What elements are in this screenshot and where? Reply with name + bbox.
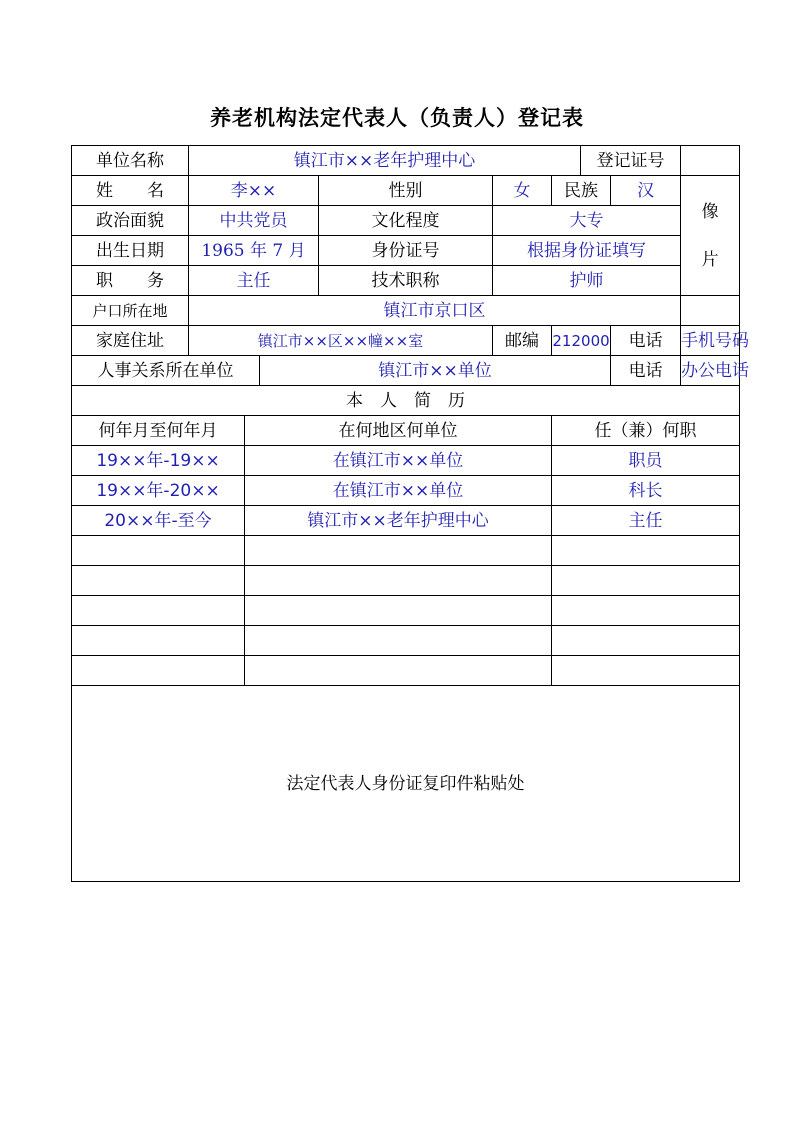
resume-job-cell[interactable] xyxy=(552,596,740,626)
resume-job-cell[interactable] xyxy=(552,656,740,686)
value-reg-no[interactable] xyxy=(681,146,740,176)
resume-row xyxy=(72,476,740,506)
label-id-no: 身份证号 xyxy=(319,236,493,266)
value-ethnicity[interactable]: 汉 xyxy=(611,176,681,206)
label-hr-unit: 人事关系所在单位 xyxy=(72,356,260,386)
label-birth: 出生日期 xyxy=(72,236,189,266)
value-gender[interactable]: 女 xyxy=(493,176,552,206)
resume-row xyxy=(72,626,740,656)
label-ethnicity: 民族 xyxy=(552,176,611,206)
label-name: 姓 名 xyxy=(72,176,189,206)
value-title-tech[interactable]: 护师 xyxy=(493,266,681,296)
resume-job-cell[interactable] xyxy=(552,536,740,566)
value-phone2[interactable]: 办公电话 xyxy=(681,356,740,386)
resume-row xyxy=(72,506,740,536)
label-hukou: 户口所在地 xyxy=(72,296,189,326)
resume-place-cell[interactable] xyxy=(245,536,552,566)
resume-period-cell[interactable] xyxy=(72,626,245,656)
resume-list xyxy=(72,446,740,686)
resume-place-cell[interactable]: 在镇江市××单位 xyxy=(245,476,552,506)
registration-form-table xyxy=(71,145,750,882)
value-hr-unit[interactable]: 镇江市××单位 xyxy=(260,356,611,386)
resume-job-cell[interactable] xyxy=(552,566,740,596)
col-place-header: 在何地区何单位 xyxy=(245,416,552,446)
id-copy-paste-area[interactable]: 法定代表人身份证复印件粘贴处 xyxy=(72,686,740,882)
form-title: 养老机构法定代表人（负责人）登记表 xyxy=(210,105,584,130)
resume-row xyxy=(72,596,740,626)
resume-place-cell[interactable]: 在镇江市××单位 xyxy=(245,446,552,476)
resume-place-cell[interactable]: 镇江市××老年护理中心 xyxy=(245,506,552,536)
resume-place-cell[interactable] xyxy=(245,596,552,626)
resume-row xyxy=(72,566,740,596)
value-id-no[interactable]: 根据身份证填写 xyxy=(493,236,681,266)
resume-row xyxy=(72,446,740,476)
resume-job-cell[interactable]: 主任 xyxy=(552,506,740,536)
value-education[interactable]: 大专 xyxy=(493,206,681,236)
value-name[interactable]: 李×× xyxy=(189,176,319,206)
photo-bottom-blank xyxy=(681,296,740,326)
value-birth[interactable]: 1965 年 7 月 xyxy=(189,236,319,266)
label-gender: 性别 xyxy=(319,176,493,206)
resume-period-cell[interactable]: 19××年-19×× xyxy=(72,446,245,476)
label-title-tech: 技术职称 xyxy=(319,266,493,296)
resume-period-cell[interactable] xyxy=(72,596,245,626)
label-phone: 电话 xyxy=(611,326,681,356)
resume-place-cell[interactable] xyxy=(245,626,552,656)
label-unit-name: 单位名称 xyxy=(72,146,189,176)
col-job-header: 任（兼）何职 xyxy=(552,416,740,446)
resume-period-cell[interactable] xyxy=(72,656,245,686)
label-phone2: 电话 xyxy=(611,356,681,386)
label-political: 政治面貌 xyxy=(72,206,189,236)
resume-period-cell[interactable]: 20××年-至今 xyxy=(72,506,245,536)
value-hukou[interactable]: 镇江市京口区 xyxy=(189,296,681,326)
photo-label-2: 片 xyxy=(701,249,719,270)
resume-period-cell[interactable]: 19××年-20×× xyxy=(72,476,245,506)
label-education: 文化程度 xyxy=(319,206,493,236)
resume-row xyxy=(72,656,740,686)
col-period-header: 何年月至何年月 xyxy=(72,416,245,446)
resume-header: 本 人 简 历 xyxy=(72,386,740,416)
label-reg-no: 登记证号 xyxy=(581,146,681,176)
label-position: 职 务 xyxy=(72,266,189,296)
value-postcode[interactable]: 212000 xyxy=(552,326,611,356)
value-phone[interactable]: 手机号码 xyxy=(681,326,740,356)
value-address[interactable]: 镇江市××区××幢××室 xyxy=(189,326,493,356)
resume-place-cell[interactable] xyxy=(245,656,552,686)
photo-area[interactable] xyxy=(681,176,740,296)
resume-place-cell[interactable] xyxy=(245,566,552,596)
resume-job-cell[interactable]: 职员 xyxy=(552,446,740,476)
resume-job-cell[interactable]: 科长 xyxy=(552,476,740,506)
resume-row xyxy=(72,536,740,566)
resume-job-cell[interactable] xyxy=(552,626,740,656)
label-address: 家庭住址 xyxy=(72,326,189,356)
photo-label-1: 像 xyxy=(701,201,719,222)
value-unit-name[interactable]: 镇江市××老年护理中心 xyxy=(189,146,581,176)
resume-period-cell[interactable] xyxy=(72,566,245,596)
value-position[interactable]: 主任 xyxy=(189,266,319,296)
label-postcode: 邮编 xyxy=(493,326,552,356)
resume-period-cell[interactable] xyxy=(72,536,245,566)
value-political[interactable]: 中共党员 xyxy=(189,206,319,236)
